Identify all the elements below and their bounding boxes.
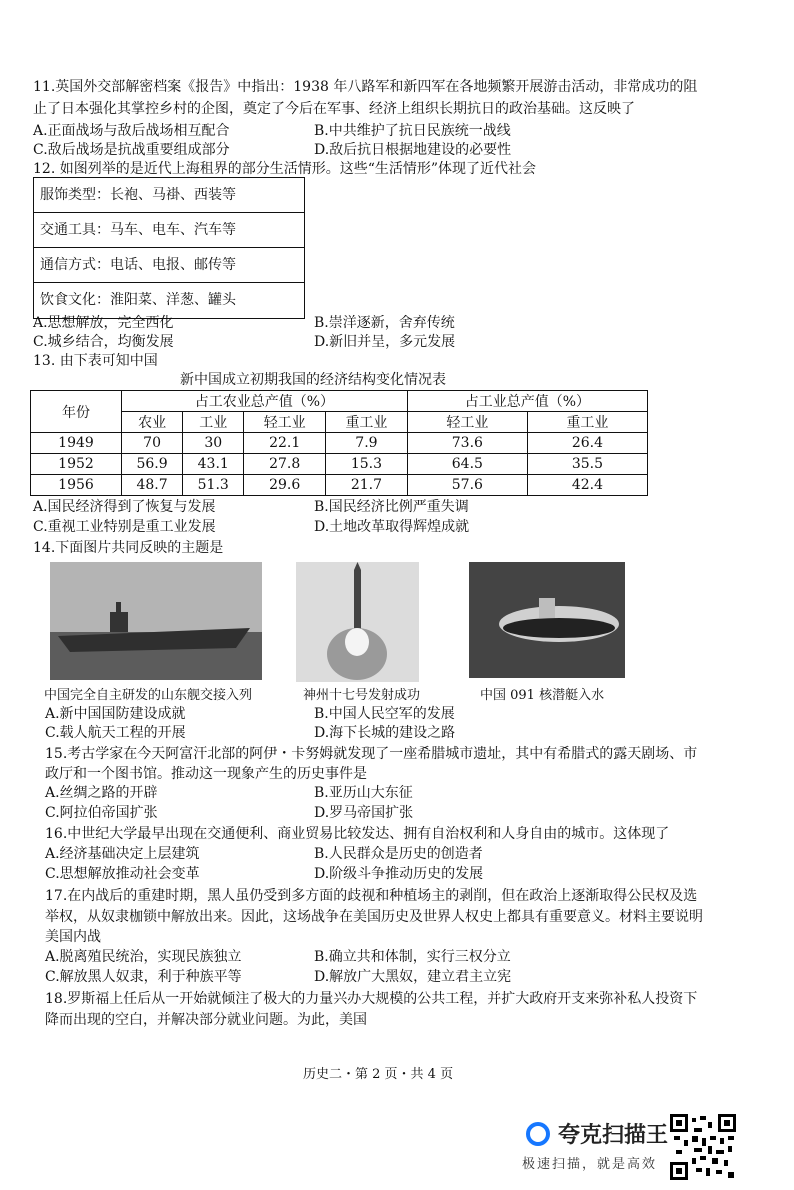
th-agri-ind-share: 占工农业总产值（%） [122, 391, 408, 412]
q14-option-c: C.载人航天工程的开展 [45, 725, 186, 741]
cell: 29.6 [244, 475, 326, 496]
q16-option-d: D.阶级斗争推动历史的发展 [314, 866, 484, 882]
q17-stem-line3: 美国内战 [45, 929, 101, 945]
q11-stem-line1: 11.英国外交部解密档案《报告》中指出：1938 年八路军和新四军在各地频繁开展游击活动，非常成功的阻 [33, 79, 698, 95]
cell: 30 [183, 433, 244, 454]
rocket-launch-photo [296, 562, 419, 682]
q12-option-b: B.崇洋逐新，舍弃传统 [314, 315, 455, 331]
table-row [31, 475, 648, 496]
q14-caption-carrier: 中国完全自主研发的山东舰交接入列 [44, 688, 253, 703]
q18-stem-line2: 降而出现的空白，并解决部分就业问题。为此，美国 [45, 1012, 367, 1028]
q13-option-c: C.重视工业特别是重工业发展 [33, 519, 216, 535]
cell: 56.9 [122, 454, 183, 475]
cell: 48.7 [122, 475, 183, 496]
q12-option-d: D.新旧并呈，多元发展 [314, 334, 456, 350]
th-sub: 轻工业 [244, 412, 326, 433]
th-year: 年份 [31, 391, 122, 433]
cell: 43.1 [183, 454, 244, 475]
cell: 64.5 [407, 454, 527, 475]
page-footer: 历史二・第 2 页・共 4 页 [303, 1067, 454, 1082]
q17-option-b: B.确立共和体制，实行三权分立 [314, 949, 511, 965]
q14-option-d: D.海下长城的建设之路 [314, 725, 456, 741]
table-row [31, 454, 648, 475]
aircraft-carrier-photo [50, 562, 262, 680]
q13-table-title: 新中国成立初期我国的经济结构变化情况表 [180, 372, 446, 388]
th-ind-share: 占工业总产值（%） [407, 391, 647, 412]
q11-option-a: A.正面战场与敌后战场相互配合 [33, 123, 230, 139]
th-sub: 重工业 [326, 412, 408, 433]
cell: 70 [122, 433, 183, 454]
quark-scanner-logo-icon [526, 1122, 550, 1146]
cell: 73.6 [407, 433, 527, 454]
q12-option-c: C.城乡结合，均衡发展 [33, 334, 174, 350]
table-row [31, 433, 648, 454]
qr-code-icon [670, 1114, 736, 1180]
q15-stem-line2: 政厅和一个图书馆。推动这一现象产生的历史事件是 [45, 766, 367, 782]
q12-row-food: 饮食文化：淮阳菜、洋葱、罐头 [40, 292, 236, 308]
q14-caption-submarine: 中国 091 核潜艇入水 [480, 688, 605, 703]
q13-option-a: A.国民经济得到了恢复与发展 [33, 499, 216, 515]
th-sub: 农业 [122, 412, 183, 433]
cell: 1956 [31, 475, 122, 496]
q14-stem: 14.下面图片共同反映的主题是 [33, 540, 224, 556]
q17-option-d: D.解放广大黑奴，建立君主立宪 [314, 969, 512, 985]
cell: 51.3 [183, 475, 244, 496]
cell: 1952 [31, 454, 122, 475]
q14-option-a: A.新中国国防建设成就 [45, 706, 186, 722]
cell: 1949 [31, 433, 122, 454]
q13-stem: 13. 由下表可知中国 [33, 353, 158, 369]
q15-option-c: C.阿拉伯帝国扩张 [45, 805, 158, 821]
q17-option-c: C.解放黑人奴隶，利于种族平等 [45, 969, 242, 985]
q16-option-a: A.经济基础决定上层建筑 [45, 846, 200, 862]
scanner-brand-subtitle: 极速扫描，就是高效 [522, 1157, 658, 1172]
q18-stem-line1: 18.罗斯福上任后从一开始就倾注了极大的力量兴办大规模的公共工程，并扩大政府开支来弥补私人投资下 [45, 991, 698, 1007]
q11-option-c: C.敌后战场是抗战重要组成部分 [33, 142, 230, 158]
scanner-brand-title: 夸克扫描王 [558, 1123, 669, 1148]
cell: 42.4 [527, 475, 647, 496]
q16-option-c: C.思想解放推动社会变革 [45, 866, 200, 882]
q13-economy-table [30, 390, 648, 496]
cell: 57.6 [407, 475, 527, 496]
q16-stem: 16.中世纪大学最早出现在交通便利、商业贸易比较发达、拥有自治权利和人身自由的城市。这体现了 [45, 826, 670, 842]
q11-stem-line2: 止了日本强化其掌控乡村的企图，奠定了今后在军事、经济上组织长期抗日的政治基础。这反映了 [33, 101, 635, 117]
q17-stem-line2: 举权，从奴隶枷锁中解放出来。因此，这场战争在美国历史及世界人权史上都具有重要意义。材料主要说明 [45, 909, 703, 925]
cell: 21.7 [326, 475, 408, 496]
th-sub: 重工业 [527, 412, 647, 433]
q13-option-b: B.国民经济比例严重失调 [314, 499, 469, 515]
q12-stem: 12. 如图列举的是近代上海租界的部分生活情形。这些“生活情形”体现了近代社会 [33, 161, 537, 177]
q15-option-d: D.罗马帝国扩张 [314, 805, 414, 821]
cell: 35.5 [527, 454, 647, 475]
q15-option-a: A.丝绸之路的开辟 [45, 785, 158, 801]
cell: 22.1 [244, 433, 326, 454]
q14-option-b: B.中国人民空军的发展 [314, 706, 455, 722]
q13-option-d: D.土地改革取得辉煌成就 [314, 519, 470, 535]
q11-option-b: B.中共维护了抗日民族统一战线 [314, 123, 511, 139]
q12-row-transport: 交通工具：马车、电车、汽车等 [34, 213, 304, 248]
q11-option-d: D.敌后抗日根据地建设的必要性 [314, 142, 512, 158]
cell: 7.9 [326, 433, 408, 454]
q12-option-a: A.思想解放，完全西化 [33, 315, 174, 331]
cell: 15.3 [326, 454, 408, 475]
q12-row-communication: 通信方式：电话、电报、邮传等 [34, 248, 304, 283]
q15-option-b: B.亚历山大东征 [314, 785, 413, 801]
th-sub: 轻工业 [407, 412, 527, 433]
q12-row-clothing: 服饰类型：长袍、马褂、西装等 [34, 178, 304, 213]
q16-option-b: B.人民群众是历史的创造者 [314, 846, 483, 862]
th-sub: 工业 [183, 412, 244, 433]
q12-life-table [33, 177, 305, 319]
cell: 26.4 [527, 433, 647, 454]
q15-stem-line1: 15.考古学家在今天阿富汗北部的阿伊・卡努姆就发现了一座希腊城市遗址，其中有希腊式的露天剧场、市 [45, 746, 698, 762]
cell: 27.8 [244, 454, 326, 475]
q17-option-a: A.脱离殖民统治，实现民族独立 [45, 949, 242, 965]
q14-caption-rocket: 神州十七号发射成功 [303, 688, 421, 703]
q17-stem-line1: 17.在内战后的重建时期，黑人虽仍受到多方面的歧视和种植场主的剥削，但在政治上逐渐取得公民权及选 [45, 888, 698, 904]
submarine-photo [469, 562, 625, 678]
